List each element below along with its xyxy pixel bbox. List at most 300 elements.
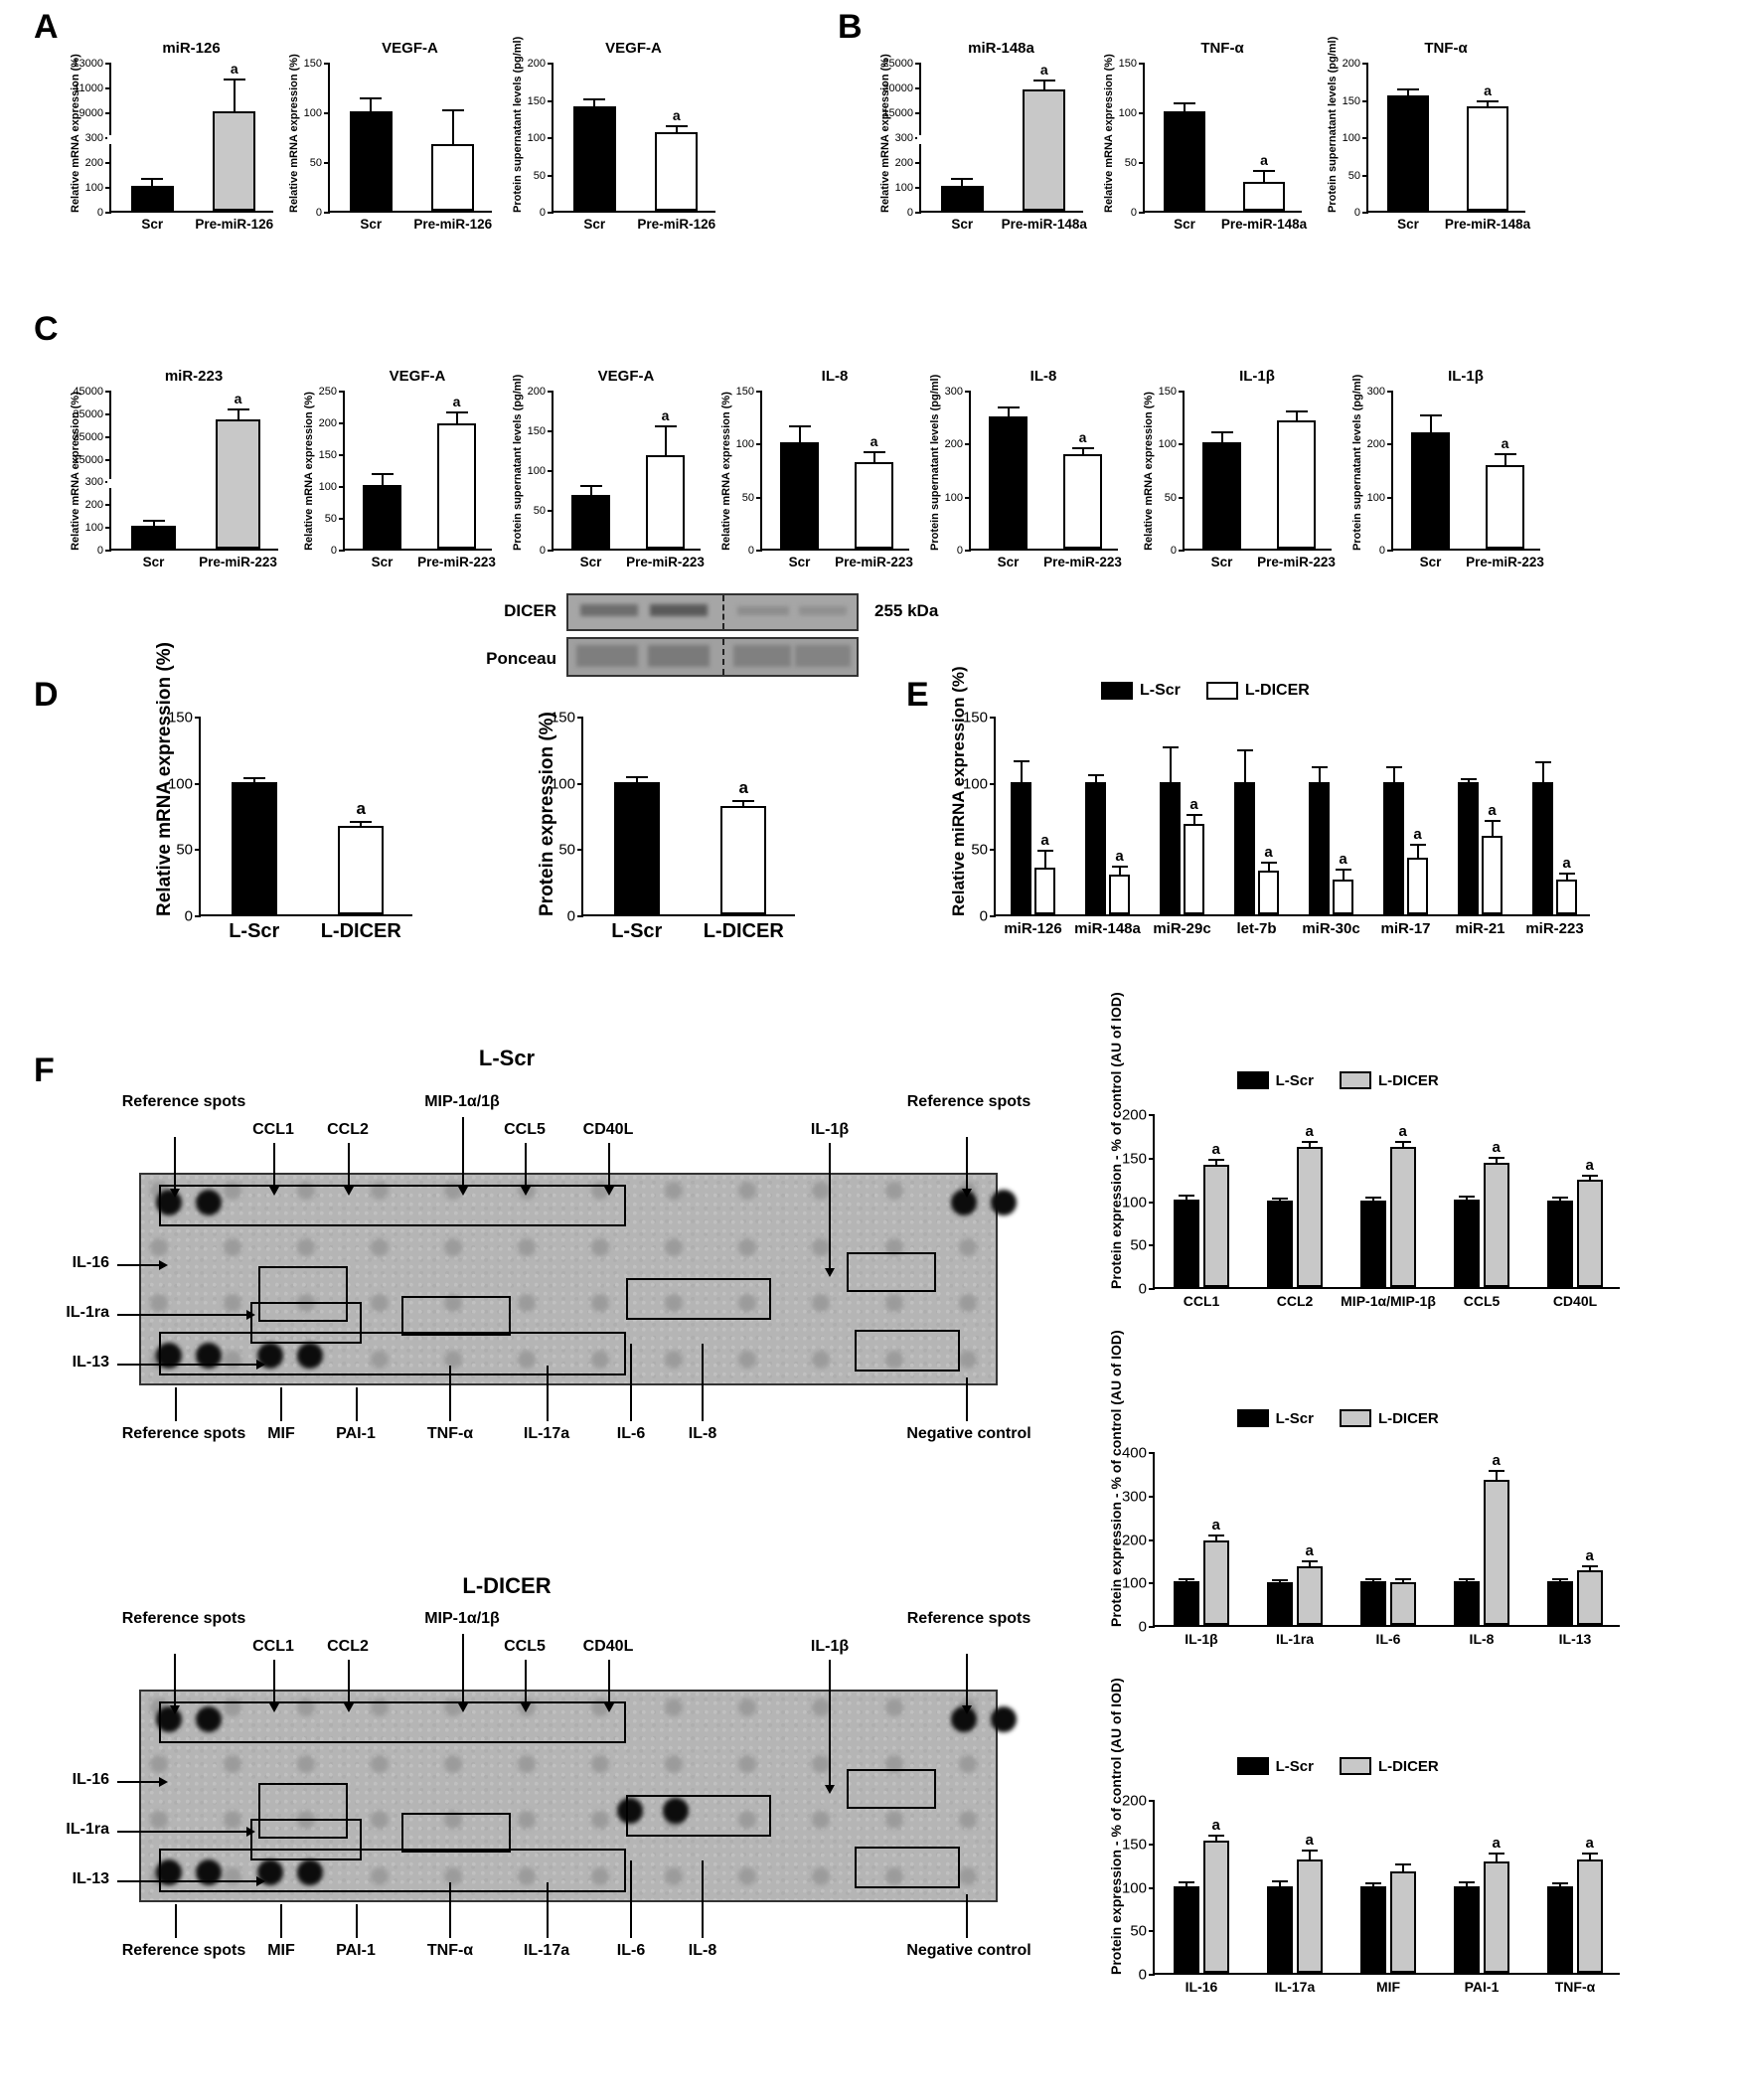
ticklabel-c6-2: 100 xyxy=(1158,438,1177,451)
tick-c5-2 xyxy=(965,443,971,445)
ticklabel-b2-2: 100 xyxy=(1118,107,1137,119)
bar-e1-5-0 xyxy=(1383,782,1404,914)
xaxis-label-c5-0: Scr xyxy=(997,555,1020,569)
bar-a1-1 xyxy=(213,111,255,211)
chart-e1 xyxy=(949,666,1590,976)
tick-c2-0 xyxy=(339,550,345,552)
tick-f3-2 xyxy=(1149,1887,1155,1889)
array-spot xyxy=(224,1294,241,1312)
ticklabel-f3-3: 150 xyxy=(1121,1836,1147,1854)
xaxis-label-f1-4: CD40L xyxy=(1552,1293,1598,1309)
chart-ylabel-c1: Relative mRNA expression (%) xyxy=(70,392,81,551)
bar-d1-0 xyxy=(232,782,277,914)
tick-a1-5 xyxy=(105,87,111,89)
errorcap-b3-1 xyxy=(1477,100,1499,102)
xaxis-label-e1-5: miR-17 xyxy=(1380,920,1431,937)
panel-letter-e: E xyxy=(906,676,929,714)
plot-area-d2 xyxy=(550,709,795,942)
ticklabel-c3-0: 0 xyxy=(539,545,546,557)
errorcap-c2-0 xyxy=(372,473,394,475)
array-label-il1b-lscr: IL-1β xyxy=(810,1121,850,1138)
errorcap-f3-0-0 xyxy=(1179,1881,1194,1883)
bar-c4-0 xyxy=(780,442,819,549)
xaxis-label-e1-6: miR-21 xyxy=(1455,920,1505,937)
array-label-il6-lscr: IL-6 xyxy=(616,1425,646,1442)
panel-letter-f: F xyxy=(34,1051,55,1089)
array-leader-il17a-lscr xyxy=(547,1366,549,1421)
errorbar-e1-1-0 xyxy=(1095,776,1097,781)
plot-area-d1 xyxy=(167,709,412,942)
ticklabel-c2-3: 150 xyxy=(318,449,337,461)
errorcap-f3-3-0 xyxy=(1459,1881,1475,1883)
bar-e1-0-1 xyxy=(1034,868,1055,914)
tick-d1-1 xyxy=(195,849,201,851)
tick-b2-0 xyxy=(1139,212,1145,214)
array-spot xyxy=(591,1811,609,1829)
ticklabel-d1-2: 100 xyxy=(167,775,193,793)
ticklabel-c6-1: 50 xyxy=(1164,491,1177,504)
array-leader-il17a-ldicer xyxy=(547,1882,549,1938)
xaxis-label-e1-0: miR-126 xyxy=(1004,920,1062,937)
array-arrow-cd40l-lscr xyxy=(604,1187,614,1196)
chart-ylabel-c7: Protein supernatant levels (pg/ml) xyxy=(1351,374,1363,551)
array-arrow-mip-lscr xyxy=(458,1187,468,1196)
array-spot xyxy=(150,1755,168,1773)
sig-letter-c3-1: a xyxy=(661,406,670,423)
ticklabel-c1-0: 0 xyxy=(96,545,103,557)
xaxis-label-b1-0: Scr xyxy=(951,217,974,232)
array-spot xyxy=(371,1755,389,1773)
errorbar-e1-7-1 xyxy=(1566,875,1568,880)
errorcap-e1-6-1 xyxy=(1485,820,1501,822)
ticklabel-b3-0: 0 xyxy=(1353,207,1360,219)
array-roi-ldicer-6 xyxy=(159,1849,626,1892)
array-leader-negctrl-lscr xyxy=(966,1377,968,1421)
ticklabel-c3-1: 50 xyxy=(533,505,546,517)
tick-c7-2 xyxy=(1387,443,1393,445)
ticklabel-b1-4: 15000 xyxy=(882,107,913,119)
plot-area-e1 xyxy=(962,709,1590,937)
array-spot xyxy=(371,1238,389,1256)
errorbar-a1-0 xyxy=(151,180,153,186)
errorcap-f1-2-1 xyxy=(1395,1141,1411,1143)
errorcap-e1-4-0 xyxy=(1312,766,1328,768)
errorcap-d1-0 xyxy=(243,777,265,779)
sig-letter-d2-1: a xyxy=(738,777,748,797)
bar-c3-0 xyxy=(571,495,610,549)
plot-area-f3 xyxy=(1121,1792,1620,1995)
errorcap-e1-7-1 xyxy=(1559,873,1575,875)
chart-ylabel-e1: Relative miRNA expression (%) xyxy=(949,666,968,916)
ticklabel-a2-3: 150 xyxy=(303,58,322,70)
array-spot xyxy=(738,1182,756,1200)
array-label-ccl5-lscr: CCL5 xyxy=(504,1121,546,1138)
ticklabel-f2-2: 200 xyxy=(1121,1532,1147,1548)
ticklabel-a1-3: 300 xyxy=(84,132,103,144)
blot-ponceau-image xyxy=(566,637,859,677)
xaxis-label-b2-0: Scr xyxy=(1174,217,1195,232)
tick-c4-1 xyxy=(756,497,762,499)
ticklabel-c3-4: 200 xyxy=(527,386,546,398)
errorcap-e1-0-0 xyxy=(1014,760,1029,762)
sig-letter-f1-2: a xyxy=(1398,1122,1407,1140)
tick-c1-6 xyxy=(105,413,111,415)
xaxis-label-f2-0: IL-1β xyxy=(1185,1631,1218,1647)
errorcap-a1-1 xyxy=(224,79,245,81)
errorcap-c4-1 xyxy=(864,451,885,453)
errorbar-d1-0 xyxy=(253,779,255,782)
array-roi-ldicer-5 xyxy=(626,1795,771,1837)
chart-title-c2: VEGF-A xyxy=(389,368,446,385)
ticklabel-c6-0: 0 xyxy=(1170,545,1177,557)
ticklabel-a1-0: 0 xyxy=(96,207,103,219)
chart-title-b2: TNF-α xyxy=(1200,40,1244,57)
bar-f2-1-0 xyxy=(1267,1582,1293,1625)
plot-area-c5 xyxy=(944,386,1122,569)
chart-title-b1: miR-148a xyxy=(968,40,1034,57)
array-arrow-mip-ldicer xyxy=(458,1703,468,1712)
errorcap-c5-0 xyxy=(998,406,1020,408)
array-spot xyxy=(371,1294,389,1312)
bar-f3-2-0 xyxy=(1360,1886,1386,1974)
tick-c2-4 xyxy=(339,422,345,424)
errorbar-c3-1 xyxy=(665,427,667,455)
bar-e1-1-0 xyxy=(1085,782,1106,914)
ticklabel-d2-1: 50 xyxy=(558,841,575,859)
legend-label-f1-1: L-DICER xyxy=(1377,1071,1439,1089)
plot-area-c2 xyxy=(318,386,496,569)
errorcap-f2-0-1 xyxy=(1208,1535,1224,1536)
sig-letter-c1-1: a xyxy=(234,390,242,406)
errorbar-f3-2-0 xyxy=(1372,1884,1374,1886)
tick-d2-3 xyxy=(577,717,583,719)
errorcap-f2-4-0 xyxy=(1552,1578,1568,1580)
array-arrow-refspots-topright-lscr xyxy=(962,1189,972,1198)
errorbar-f2-1-0 xyxy=(1279,1581,1281,1582)
blot-dicer-band-image xyxy=(566,593,859,631)
array-leader-cd40l-lscr xyxy=(608,1143,610,1191)
ticklabel-b2-3: 150 xyxy=(1118,58,1137,70)
sig-letter-c5-1: a xyxy=(1078,428,1087,445)
bar-f3-4-1 xyxy=(1577,1859,1603,1973)
array-leader-refspots-topright-ldicer xyxy=(966,1654,968,1709)
array-label-negctrl-lscr: Negative control xyxy=(906,1425,1031,1442)
legend-item-f3-0 xyxy=(1237,1757,1314,1775)
array-label-pai1-ldicer: PAI-1 xyxy=(336,1942,376,1959)
array-roi-lscr-6 xyxy=(159,1332,626,1375)
bar-e1-2-1 xyxy=(1184,824,1204,914)
bar-f3-2-1 xyxy=(1390,1871,1416,1973)
array-leader-pai1-ldicer xyxy=(356,1904,358,1938)
array-leader-ccl5-ldicer xyxy=(525,1660,527,1707)
bar-b2-1 xyxy=(1243,182,1285,211)
tick-c2-1 xyxy=(339,518,345,520)
tick-d2-2 xyxy=(577,783,583,785)
array-label-mif-ldicer: MIF xyxy=(267,1942,295,1959)
errorcap-f1-0-0 xyxy=(1179,1195,1194,1197)
errorbar-c6-0 xyxy=(1221,433,1223,443)
chart-legend-f1 xyxy=(1237,1071,1439,1089)
bar-f1-0-0 xyxy=(1174,1200,1199,1287)
array-arrow-refspots-top-ldicer xyxy=(170,1705,180,1714)
errorcap-c7-1 xyxy=(1495,453,1516,455)
array-leader-il13-lscr xyxy=(117,1364,256,1366)
xaxis-label-e1-2: miR-29c xyxy=(1153,920,1211,937)
array-roi-ldicer-4 xyxy=(401,1813,511,1853)
errorbar-f3-1-0 xyxy=(1279,1882,1281,1886)
ticklabel-b1-0: 0 xyxy=(906,207,913,219)
tick-b2-2 xyxy=(1139,112,1145,114)
array-spot xyxy=(297,1238,315,1256)
errorbar-a3-1 xyxy=(676,127,678,132)
array-leader-ccl2-lscr xyxy=(348,1143,350,1191)
tick-b3-3 xyxy=(1362,100,1368,102)
chart-title-c1: miR-223 xyxy=(164,368,224,385)
array-leader-il8-lscr xyxy=(702,1344,704,1421)
ticklabel-a1-1: 100 xyxy=(84,182,103,194)
xaxis-label-b3-1: Pre-miR-148a xyxy=(1444,217,1531,232)
ticklabel-c1-4: 15000 xyxy=(73,453,103,466)
array-label-pai1-lscr: PAI-1 xyxy=(336,1425,376,1442)
ticklabel-d2-0: 0 xyxy=(566,907,575,925)
tick-f2-3 xyxy=(1149,1496,1155,1498)
chart-legend-f3 xyxy=(1237,1757,1439,1775)
array-spot xyxy=(959,1294,977,1312)
ticklabel-c1-5: 25000 xyxy=(73,430,103,443)
bar-f1-0-1 xyxy=(1203,1165,1229,1287)
array-spot xyxy=(150,1811,168,1829)
array-label-mip-ldicer: MIP-1α/1β xyxy=(424,1610,500,1627)
xaxis-label-b2-1: Pre-miR-148a xyxy=(1220,217,1308,232)
tick-e1-1 xyxy=(990,849,996,851)
array-label-il13-ldicer: IL-13 xyxy=(72,1870,109,1887)
array-spot xyxy=(297,1755,315,1773)
ticklabel-c7-2: 200 xyxy=(1366,438,1385,451)
errorcap-d1-1 xyxy=(350,821,372,823)
ticklabel-f2-1: 100 xyxy=(1121,1574,1147,1592)
plot-area-b2 xyxy=(1118,58,1308,232)
array-leader-il1ra-ldicer xyxy=(117,1831,246,1833)
errorbar-f2-2-0 xyxy=(1372,1580,1374,1581)
chart-title-c5: IL-8 xyxy=(1029,368,1057,385)
chart-legend-e1 xyxy=(1101,682,1310,700)
chart-d1 xyxy=(154,642,412,976)
ticklabel-a2-1: 50 xyxy=(309,157,322,169)
array-label-cd40l-ldicer: CD40L xyxy=(582,1638,634,1655)
array-roi-ldicer-0 xyxy=(159,1701,626,1743)
errorbar-c5-1 xyxy=(1082,449,1084,454)
tick-a1-2 xyxy=(105,162,111,164)
tick-c6-2 xyxy=(1179,443,1185,445)
tick-c1-2 xyxy=(105,504,111,506)
chart-a1 xyxy=(70,40,274,250)
chart-ylabel-b2: Relative mRNA expression (%) xyxy=(1103,54,1115,213)
ticklabel-b3-1: 50 xyxy=(1347,169,1360,182)
array-leader-tnfa-ldicer xyxy=(449,1882,451,1938)
errorbar-a2-0 xyxy=(370,99,372,111)
errorcap-f1-2-0 xyxy=(1365,1197,1381,1199)
sig-letter-f2-3: a xyxy=(1492,1452,1501,1470)
tick-c2-5 xyxy=(339,391,345,393)
chart-f3 xyxy=(1108,1678,1620,2034)
bar-f2-2-0 xyxy=(1360,1581,1386,1625)
tick-f2-1 xyxy=(1149,1582,1155,1584)
tick-f1-4 xyxy=(1149,1114,1155,1116)
xaxis-label-f3-4: TNF-α xyxy=(1554,1979,1596,1995)
tick-c4-0 xyxy=(756,550,762,552)
array-title-ldicer: L-DICER xyxy=(462,1573,552,1598)
errorcap-a2-0 xyxy=(360,97,382,99)
errorbar-b1-1 xyxy=(1043,81,1045,89)
array-title-lscr: L-Scr xyxy=(478,1046,536,1070)
bar-b1-0 xyxy=(941,186,984,211)
xaxis-label-c1-0: Scr xyxy=(142,555,165,569)
errorbar-f3-2-1 xyxy=(1402,1865,1404,1870)
array-leader-ccl1-ldicer xyxy=(273,1660,275,1707)
errorbar-c4-1 xyxy=(873,453,875,462)
bar-c7-0 xyxy=(1411,432,1450,549)
legend-label-f3-1: L-DICER xyxy=(1377,1757,1439,1775)
ticklabel-d1-1: 50 xyxy=(176,841,193,859)
bar-f1-2-1 xyxy=(1390,1147,1416,1287)
tick-b1-1 xyxy=(915,187,921,189)
ticklabel-c4-2: 100 xyxy=(735,438,754,451)
errorcap-e1-1-0 xyxy=(1088,774,1104,776)
tick-b3-2 xyxy=(1362,137,1368,139)
array-label-il1ra-ldicer: IL-1ra xyxy=(66,1821,109,1838)
array-label-il6-ldicer: IL-6 xyxy=(616,1942,646,1959)
array-label-refspots-top-lscr: Reference spots xyxy=(121,1093,246,1110)
blot-label-dicer: DICER xyxy=(504,601,556,620)
plot-area-b3 xyxy=(1342,58,1531,232)
xaxis-label-d2-1: L-DICER xyxy=(703,920,784,942)
array-spot xyxy=(150,1294,168,1312)
tick-a3-0 xyxy=(548,212,554,214)
array-spot xyxy=(812,1294,830,1312)
chart-legend-f2 xyxy=(1237,1409,1439,1427)
chart-title-b3: TNF-α xyxy=(1424,40,1468,57)
ticklabel-d2-3: 150 xyxy=(550,709,575,727)
tick-c7-1 xyxy=(1387,497,1393,499)
array-leader-il8-ldicer xyxy=(702,1860,704,1938)
array-spot xyxy=(885,1182,903,1200)
sig-letter-f3-3: a xyxy=(1492,1835,1501,1852)
tick-b1-4 xyxy=(915,112,921,114)
blot-mw-label: 255 kDa xyxy=(874,601,939,620)
chart-title-c3: VEGF-A xyxy=(597,368,655,385)
array-arrow-refspots-topright-ldicer xyxy=(962,1705,972,1714)
array-arrow-ccl2-lscr xyxy=(344,1187,354,1196)
array-spot xyxy=(518,1294,536,1312)
array-label-il16-ldicer: IL-16 xyxy=(72,1771,109,1788)
xaxis-label-c6-0: Scr xyxy=(1210,555,1233,569)
errorcap-f2-4-1 xyxy=(1582,1565,1598,1567)
sig-letter-e1-4: a xyxy=(1339,851,1347,868)
bar-a3-0 xyxy=(573,106,616,211)
array-spot xyxy=(518,1811,536,1829)
tick-d2-1 xyxy=(577,849,583,851)
errorcap-e1-0-1 xyxy=(1037,850,1053,852)
array-roi-ldicer-1 xyxy=(847,1769,936,1809)
tick-a1-4 xyxy=(105,112,111,114)
errorcap-e1-4-1 xyxy=(1336,869,1351,871)
errorbar-c2-1 xyxy=(456,413,458,423)
legend-swatch-f3-0 xyxy=(1237,1757,1269,1775)
xaxis-label-a3-0: Scr xyxy=(583,217,606,232)
xaxis-label-f1-1: CCL2 xyxy=(1276,1293,1314,1309)
ticklabel-f2-3: 300 xyxy=(1121,1488,1147,1506)
xaxis-label-c2-0: Scr xyxy=(371,555,394,569)
chart-a3 xyxy=(512,36,716,250)
errorcap-c6-0 xyxy=(1211,431,1233,433)
array-leader-il6-lscr xyxy=(630,1344,632,1421)
array-leader-mip-lscr xyxy=(462,1117,464,1191)
array-spot xyxy=(591,1294,609,1312)
bar-d1-1 xyxy=(338,826,384,914)
tick-e1-3 xyxy=(990,717,996,719)
errorbar-e1-0-0 xyxy=(1021,762,1023,782)
errorbar-f3-0-0 xyxy=(1186,1883,1187,1886)
legend-item-f1-0 xyxy=(1237,1071,1314,1089)
bar-e1-2-0 xyxy=(1160,782,1181,914)
bar-e1-4-0 xyxy=(1309,782,1330,914)
errorcap-b2-1 xyxy=(1253,170,1275,172)
errorbar-b3-1 xyxy=(1487,102,1489,106)
errorcap-f1-3-0 xyxy=(1459,1196,1475,1198)
chart-b2 xyxy=(1103,40,1308,250)
chart-title-a3: VEGF-A xyxy=(605,40,662,57)
array-leader-mif-ldicer xyxy=(280,1904,282,1938)
array-leader-il1b-ldicer xyxy=(829,1660,831,1789)
tick-f1-2 xyxy=(1149,1202,1155,1204)
tick-c3-2 xyxy=(548,470,554,472)
chart-ylabel-c5: Protein supernatant levels (pg/ml) xyxy=(929,374,941,551)
ticklabel-e1-0: 0 xyxy=(979,907,988,925)
ticklabel-c1-1: 100 xyxy=(84,522,103,535)
tick-c6-3 xyxy=(1179,391,1185,393)
plot-area-f1 xyxy=(1121,1106,1620,1309)
tick-e1-0 xyxy=(990,915,996,917)
array-label-il1ra-lscr: IL-1ra xyxy=(66,1304,109,1321)
errorbar-f2-3-1 xyxy=(1496,1472,1498,1479)
xaxis-label-f2-3: IL-8 xyxy=(1469,1631,1495,1647)
ticklabel-a1-5: 11000 xyxy=(74,82,103,94)
bar-d2-1 xyxy=(720,806,766,914)
array-roi-lscr-7 xyxy=(855,1330,960,1372)
bar-f2-0-1 xyxy=(1203,1540,1229,1625)
xaxis-label-f2-1: IL-1ra xyxy=(1275,1631,1315,1647)
array-spot xyxy=(738,1867,756,1885)
xaxis-label-a2-1: Pre-miR-126 xyxy=(413,217,493,232)
legend-swatch-f1-0 xyxy=(1237,1071,1269,1089)
tick-b3-4 xyxy=(1362,63,1368,65)
xaxis-label-c4-0: Scr xyxy=(788,555,811,569)
array-label-ccl1-lscr: CCL1 xyxy=(252,1121,294,1138)
errorbar-f1-0-1 xyxy=(1215,1161,1217,1165)
ticklabel-f2-0: 0 xyxy=(1138,1618,1147,1636)
bar-f2-4-0 xyxy=(1547,1581,1573,1625)
chart-ylabel-b1: Relative mRNA expression (%) xyxy=(879,54,891,213)
array-label-ccl2-ldicer: CCL2 xyxy=(327,1638,369,1655)
xaxis-label-f3-0: IL-16 xyxy=(1185,1979,1218,1995)
errorcap-c1-0 xyxy=(143,520,165,522)
array-leader-refspots-topright-lscr xyxy=(966,1137,968,1193)
errorbar-f1-2-1 xyxy=(1402,1143,1404,1147)
bar-f2-4-1 xyxy=(1577,1570,1603,1625)
ticklabel-a1-2: 200 xyxy=(84,157,103,169)
chart-c5 xyxy=(929,368,1122,588)
errorcap-a3-1 xyxy=(666,125,688,127)
